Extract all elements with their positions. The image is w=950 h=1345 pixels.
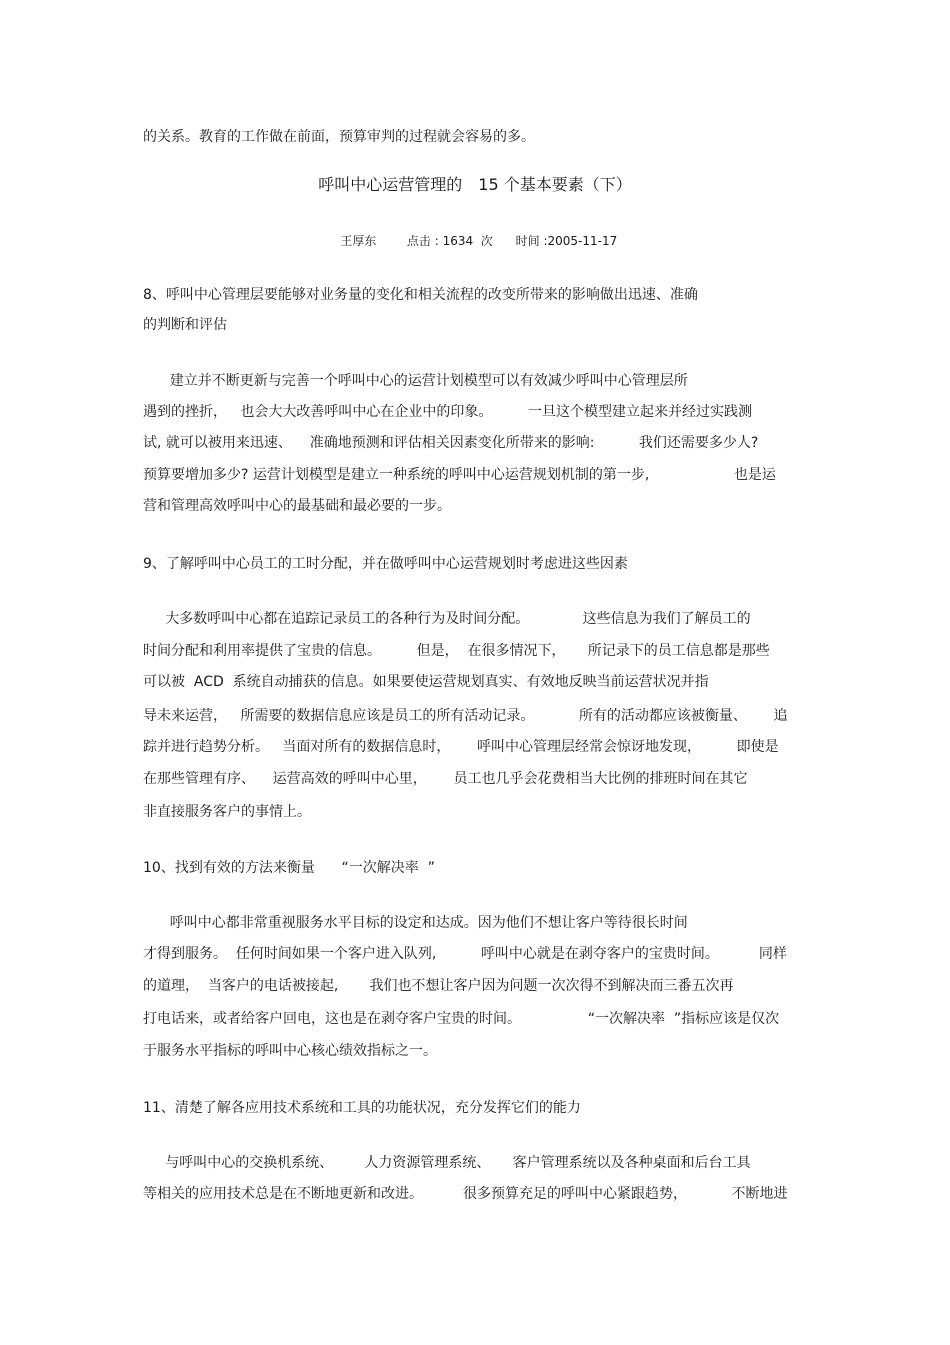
section-heading: 9、了解呼叫中心员工的工时分配，并在做呼叫中心运营规划时考虑进这些因素 xyxy=(143,556,628,572)
click-count: 点击 : 1634 次 xyxy=(406,234,493,248)
paragraph-line: 于服务水平指标的呼叫中心核心绩效指标之一。 xyxy=(143,1043,437,1059)
paragraph-line: 与呼叫中心的交换机系统、 人力资源管理系统、 客户管理系统以及各种桌面和后台工具 xyxy=(143,1155,751,1171)
paragraph-line: 的道理， 当客户的电话被接起, 我们也不想让客户因为问题一次次得不到解决而三番五次再 xyxy=(143,978,734,994)
section-heading: 8、呼叫中心管理层要能够对业务量的变化和相关流程的改变所带来的影响做出迅速、准确 xyxy=(143,287,698,303)
paragraph-line: 踪并进行趋势分析。 当面对所有的数据信息时， 呼叫中心管理层经常会惊讶地发现， 即使是 xyxy=(143,739,779,755)
paragraph-line: 打电话来，或者给客户回电，这也是在剥夺客户宝贵的时间。 “一次解决率 ”指标应该是仅次 xyxy=(143,1011,780,1027)
paragraph-line: 试, 就可以被用来迅速、 准确地预测和评估相关因素变化所带来的影响: 我们还需要多少人? xyxy=(143,435,759,451)
intro-line: 的关系。教育的工作做在前面，预算审判的过程就会容易的多。 xyxy=(143,129,535,145)
paragraph-line: 遇到的挫折， 也会大大改善呼叫中心在企业中的印象。 一旦这个模型建立起来并经过实践测 xyxy=(143,404,752,420)
paragraph-line: 非直接服务客户的事情上。 xyxy=(143,804,311,820)
paragraph-line: 营和管理高效呼叫中心的最基础和最必要的一步。 xyxy=(143,498,451,514)
paragraph-line: 导未来运营， 所需要的数据信息应该是员工的所有活动记录。 所有的活动都应该被衡量、 追 xyxy=(143,708,788,724)
paragraph-line: 预算要增加多少? 运营计划模型是建立一种系统的呼叫中心运营规划机制的第一步, 也是运 xyxy=(143,467,776,483)
page-title: 呼叫中心运营管理的 15 个基本要素（下） xyxy=(318,175,632,194)
paragraph-line: 在那些管理有序、 运营高效的呼叫中心里， 员工也几乎会花费相当大比例的排班时间在其它 xyxy=(143,771,748,787)
publish-date: 时间 :2005-11-17 xyxy=(515,234,618,248)
article-meta xyxy=(0,217,950,249)
paragraph-line: 可以被 ACD 系统自动捕获的信息。如果要使运营规划真实、有效地反映当前运营状况并指 xyxy=(143,674,709,690)
paragraph-line: 建立并不断更新与完善一个呼叫中心的运营计划模型可以有效减少呼叫中心管理层所 xyxy=(143,373,688,389)
author: 王厚东 xyxy=(340,234,377,248)
paragraph-line: 等相关的应用技术总是在不断地更新和改进。 很多预算充足的呼叫中心紧跟趋势， 不断地进 xyxy=(143,1186,788,1202)
paragraph-line: 大多数呼叫中心都在追踪记录员工的各种行为及时间分配。 这些信息为我们了解员工的 xyxy=(143,611,751,627)
section-heading: 10、找到有效的方法来衡量 “一次解决率 ” xyxy=(143,860,435,876)
section-heading: 11、清楚了解各应用技术系统和工具的功能状况，充分发挥它们的能力 xyxy=(143,1100,581,1116)
paragraph-line: 时间分配和利用率提供了宝贵的信息。 但是， 在很多情况下， 所记录下的员工信息都是那些 xyxy=(143,643,770,659)
paragraph-line: 呼叫中心都非常重视服务水平目标的设定和达成。因为他们不想让客户等待很长时间 xyxy=(143,915,688,931)
section-heading: 的判断和评估 xyxy=(143,317,227,333)
paragraph-line: 才得到服务。 任何时间如果一个客户进入队列, 呼叫中心就是在剥夺客户的宝贵时间。 同样 xyxy=(143,946,787,962)
